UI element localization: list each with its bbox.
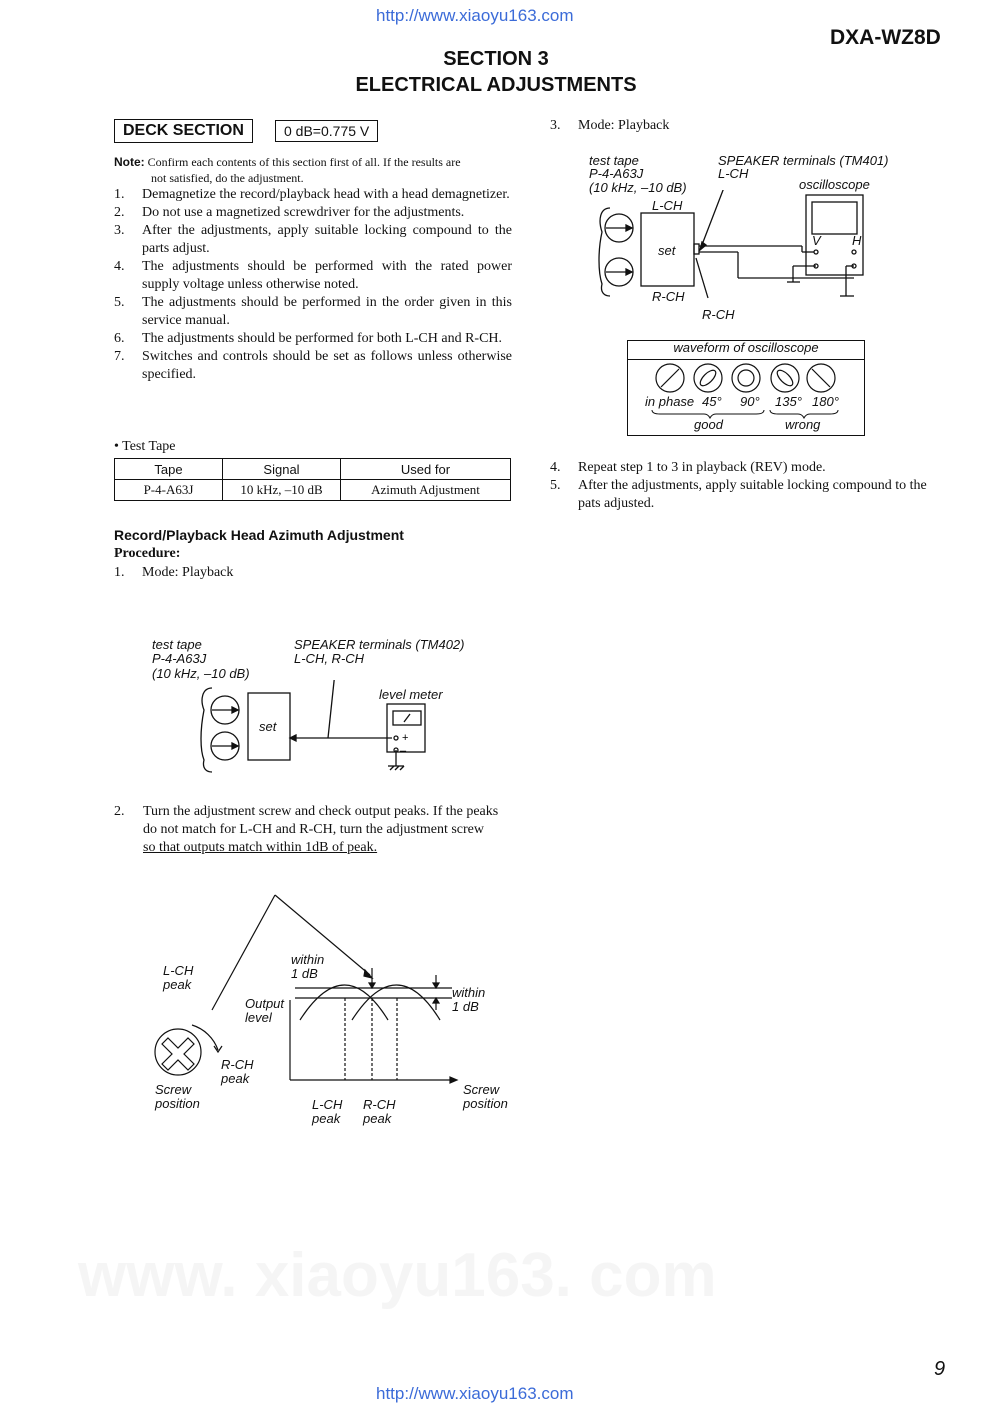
list-item: 1. Demagnetize the record/playback head with a head demagnetizer. <box>114 187 510 202</box>
r-step-3-text: Mode: Playback <box>578 118 670 133</box>
tape-bracket <box>599 208 610 296</box>
r-step-4-text: Repeat step 1 to 3 in playback (REV) mode. <box>578 460 826 475</box>
g-rch-peak-1: R-CH <box>221 1057 254 1072</box>
r-tape: P-4-A63J <box>589 166 644 181</box>
r-set: set <box>658 243 676 258</box>
step-2-text: Turn the adjustment screw and check output peaks. If the peaks do not match for L-CH and R-CH, turn the adjustment screw so that outputs match within 1dB of peak. <box>143 804 499 855</box>
note-label: Note: <box>114 155 145 169</box>
g-axis-screw-2: position <box>463 1096 508 1111</box>
deck-section-label: DECK SECTION <box>114 119 253 143</box>
d1-set: set <box>259 719 277 734</box>
tape-bracket <box>201 688 212 772</box>
r-h: H <box>852 233 862 248</box>
r-rch: R-CH <box>652 289 685 304</box>
page-number: 9 <box>934 1358 946 1380</box>
wave-90 <box>732 364 760 392</box>
g-output-1: Output <box>245 996 285 1011</box>
azimuth-heading: Record/Playback Head Azimuth Adjustment <box>114 527 404 543</box>
g-screw-1: Screw <box>155 1082 192 1097</box>
wrong-label: wrong <box>785 417 821 432</box>
waveform-icons <box>640 362 850 396</box>
wave-135 <box>771 364 799 392</box>
procedure-label: Procedure: <box>114 546 181 561</box>
test-tape-table <box>114 458 511 501</box>
rch-curve <box>352 985 440 1020</box>
r-step-4-number: 4. <box>550 460 561 475</box>
g-within-a2: 1 dB <box>291 966 318 981</box>
g-rch-peak-2: peak <box>221 1071 250 1086</box>
rch-pointer <box>696 258 708 298</box>
g-rch-x-1: R-CH <box>363 1097 396 1112</box>
d1-test-tape: test tape <box>152 637 202 652</box>
section-number: SECTION 3 <box>443 48 549 70</box>
table-cell: Azimuth Adjustment <box>341 480 511 501</box>
phase-label: in phase <box>645 394 695 409</box>
speaker-pointer <box>700 190 725 250</box>
list-item: 3. After the adjustments, apply suitable locking compound to the parts adjust. <box>114 223 512 256</box>
phase-label: 90° <box>740 394 760 409</box>
g-within-b1: within <box>452 985 486 1000</box>
wave-45 <box>694 364 722 392</box>
table-header: Used for <box>341 459 511 480</box>
table-header: Tape <box>115 459 223 480</box>
watermark: www. xiaoyu163. com <box>78 1241 717 1310</box>
g-lch-peak-2: peak <box>163 977 192 992</box>
step-1-number: 1. <box>114 565 125 580</box>
r-step-5-text-2: pats adjusted. <box>578 496 655 511</box>
g-lch-x-1: L-CH <box>312 1097 343 1112</box>
r-test-tape: test tape <box>589 153 639 168</box>
g-rch-x-2: peak <box>363 1111 392 1126</box>
list-item: 4. The adjustments should be performed with the rated power supply voltage unless otherwise noted. <box>114 259 512 292</box>
r-oscilloscope: oscilloscope <box>799 177 870 192</box>
screw-head <box>155 1029 201 1075</box>
lch-curve <box>300 985 388 1020</box>
g-within-a1: within <box>291 952 325 967</box>
test-tape-label: • Test Tape <box>114 439 176 454</box>
arrow-lch-pointer <box>212 895 275 1010</box>
deck-notes-list <box>114 186 512 384</box>
db-reference: 0 dB=0.775 V <box>275 120 378 142</box>
step-1-text: Mode: Playback <box>142 565 234 580</box>
d1-speaker: SPEAKER terminals (TM402) <box>294 637 465 652</box>
g-axis-screw-1: Screw <box>463 1082 500 1097</box>
speaker-pointer <box>328 680 335 738</box>
d1-tape: P-4-A63J <box>152 651 207 666</box>
r-step-5-number: 5. <box>550 478 561 493</box>
d1-signal: (10 kHz, –10 dB) <box>152 666 250 681</box>
r-v: V <box>812 233 821 248</box>
waveform-title: waveform of oscilloscope <box>628 341 864 360</box>
table-header: Signal <box>223 459 341 480</box>
r-step-3-number: 3. <box>550 118 561 133</box>
r-step-5-text: After the adjustments, apply suitable locking compound to the <box>578 478 927 493</box>
g-output-2: level <box>245 1010 272 1025</box>
phase-label: 45° <box>702 394 722 409</box>
footer-url[interactable]: http://www.xiaoyu163.com <box>376 1384 574 1403</box>
list-item: 6. The adjustments should be performed for both L-CH and R-CH. <box>114 331 503 346</box>
g-within-b2: 1 dB <box>452 999 479 1014</box>
r-rch-2: R-CH <box>702 307 735 322</box>
page-title: ELECTRICAL ADJUSTMENTS <box>355 74 637 96</box>
g-lch-peak-1: L-CH <box>163 963 194 978</box>
r-speaker: SPEAKER terminals (TM401) <box>718 153 889 168</box>
r-lch-top: L-CH <box>718 166 749 181</box>
note-text: Confirm each contents of this section first of all. If the results are <box>147 155 461 169</box>
g-screw-2: position <box>155 1096 200 1111</box>
d1-level-meter: level meter <box>379 687 443 702</box>
d1-channels: L-CH, R-CH <box>294 651 365 666</box>
note <box>114 154 512 186</box>
table-cell: 10 kHz, –10 dB <box>223 480 341 501</box>
phase-label: 135° <box>775 394 802 409</box>
phase-label: 180° <box>812 394 839 409</box>
step-2-number: 2. <box>114 804 125 819</box>
table-cell: P-4-A63J <box>115 480 223 501</box>
r-signal: (10 kHz, –10 dB) <box>589 180 687 195</box>
list-item: 7. Switches and controls should be set as follows unless otherwise specified. <box>114 349 512 382</box>
good-label: good <box>694 417 723 432</box>
list-item: 5. The adjustments should be performed in the order given in this service manual. <box>114 295 512 328</box>
svg-text:+: + <box>402 732 409 744</box>
note-text-2: not satisfied, do the adjustment. <box>151 171 304 185</box>
r-lch: L-CH <box>652 198 683 213</box>
svg-text:–: – <box>400 745 407 757</box>
list-item: 2. Do not use a magnetized screwdriver for the adjustments. <box>114 205 465 220</box>
oscilloscope-diagram <box>590 190 880 310</box>
header-url[interactable]: http://www.xiaoyu163.com <box>376 6 574 25</box>
g-lch-x-2: peak <box>312 1111 341 1126</box>
model-number: DXA-WZ8D <box>830 26 941 49</box>
